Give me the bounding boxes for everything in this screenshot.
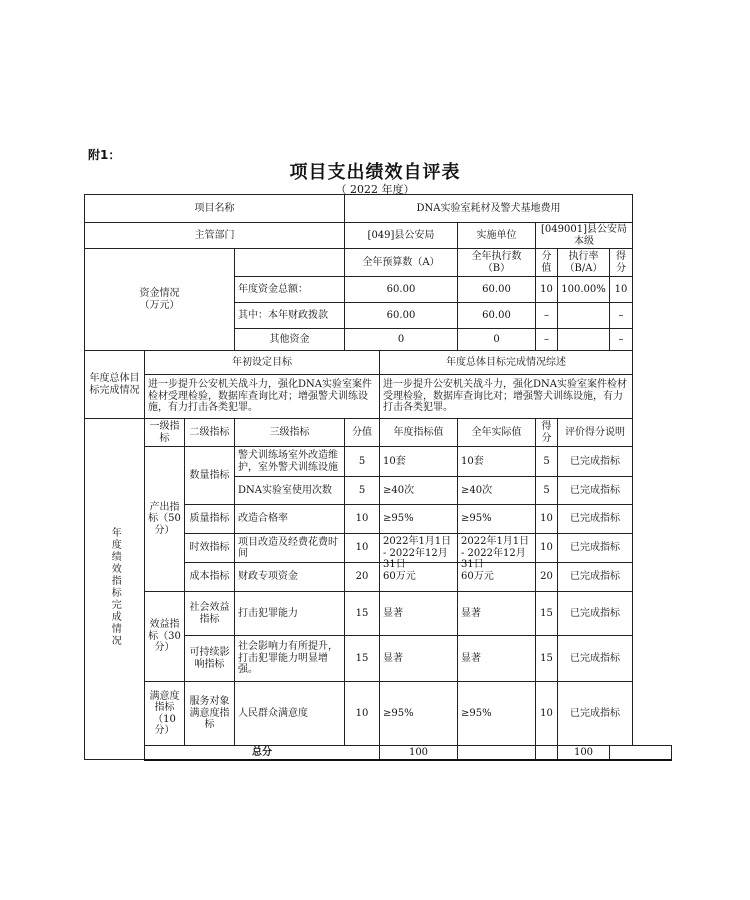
- fund-row-score: 10: [536, 277, 558, 303]
- project-name-value: DNA实验室耗材及警犬基地费用: [345, 195, 633, 223]
- fund-row-exec: 60.00: [458, 277, 536, 303]
- indicator-get: 5: [536, 477, 558, 505]
- indicator-comment: 已完成指标: [558, 534, 633, 563]
- h-get: 得分: [536, 419, 558, 447]
- fund-row-exec: 60.00: [458, 303, 536, 329]
- col-rate: 执行率（B/A）: [558, 249, 610, 277]
- indicator-actual-text: 2022年1月1日 - 2022年12月31日: [461, 536, 530, 570]
- page-title: 项目支出绩效自评表: [289, 162, 461, 183]
- indicator-get: 20: [536, 563, 558, 592]
- indicator-name: 项目改造及经费花费时间: [235, 534, 345, 563]
- fund-row-budget: 0: [345, 329, 458, 351]
- fund-row-name: 其中：本年财政拨款: [235, 303, 345, 329]
- indicator-get: 10: [536, 682, 558, 746]
- funds-label: 资金情况 （万元）: [85, 249, 235, 351]
- total-get: 100: [558, 746, 610, 760]
- total-empty-actual: [536, 746, 558, 760]
- fund-row-budget: 60.00: [345, 303, 458, 329]
- indicator-actual: 60万元: [458, 563, 536, 592]
- goals-summary-text: 进一步提升公安机关战斗力，强化DNA实验室案件检材受理检验，数据库查询比对；增强警犬训练设施，有力打击各类犯罪。: [380, 375, 633, 419]
- indicators-section-text: 年度绩效指标完成情况: [109, 527, 121, 648]
- service-label: 服务对象满意度指标: [185, 682, 235, 746]
- social-label: 社会效益指标: [185, 592, 235, 636]
- indicator-target: 60万元: [380, 563, 458, 592]
- indicator-comment: 已完成指标: [558, 682, 633, 746]
- impl-value: [049001]县公安局本级: [536, 223, 633, 249]
- indicator-actual: ≥95%: [458, 682, 536, 746]
- indicator-name: 打击犯罪能力: [235, 592, 345, 636]
- h-level3: 三级指标: [235, 419, 345, 447]
- attachment-label: 附1：: [88, 148, 121, 162]
- indicator-target: 显著: [380, 636, 458, 682]
- indicator-target: ≥95%: [380, 682, 458, 746]
- indicators-section-label: [85, 419, 145, 760]
- indicator-score: 15: [345, 592, 380, 636]
- fund-row-rate: [558, 329, 610, 351]
- fund-row-get: –: [610, 329, 633, 351]
- indicator-target: ≥40次: [380, 477, 458, 505]
- indicator-actual: ≥95%: [458, 505, 536, 534]
- indicator-actual: ≥40次: [458, 477, 536, 505]
- time-label: 时效指标: [185, 534, 235, 563]
- quantity-label: 数量指标: [185, 447, 235, 505]
- h-target: 年度指标值: [380, 419, 458, 447]
- indicator-comment: 已完成指标: [558, 505, 633, 534]
- indicator-score: 10: [345, 505, 380, 534]
- indicator-actual: 10套: [458, 447, 536, 477]
- h-level2: 二级指标: [185, 419, 235, 447]
- output-label: 产出指标（50分）: [145, 447, 185, 592]
- indicator-get: 15: [536, 636, 558, 682]
- indicator-get: 15: [536, 592, 558, 636]
- indicator-actual: 显著: [458, 592, 536, 636]
- fund-row-name: 年度资金总额：: [235, 277, 345, 303]
- fund-row-get: –: [610, 303, 633, 329]
- fund-row-score: –: [536, 329, 558, 351]
- indicator-target: [380, 534, 458, 570]
- cost-label: 成本指标: [185, 563, 235, 592]
- h-score: 分值: [345, 419, 380, 447]
- h-comment: 评价得分说明: [558, 419, 633, 447]
- indicator-name: 社会影响力有所提升，打击犯罪能力明显增强。: [235, 636, 345, 682]
- indicator-get: 10: [536, 534, 558, 563]
- project-name-label: 项目名称: [85, 195, 345, 223]
- goals-initial-text: 进一步提升公安机关战斗力，强化DNA实验室案件检材受理检验，数据库查询比对；增强警犬训练设施，有力打击各类犯罪。: [145, 375, 380, 419]
- sustain-label: 可持续影响指标: [185, 636, 235, 682]
- indicator-name: 警犬训练场室外改造维护，室外警犬训练设施: [235, 447, 345, 477]
- effect-label: 效益指标（30分）: [145, 592, 185, 682]
- fund-row-get: 10: [610, 277, 633, 303]
- indicator-name: DNA实验室使用次数: [235, 477, 345, 505]
- goals-initial-header: 年初设定目标: [145, 351, 380, 375]
- fund-row-rate: 100.00%: [558, 277, 610, 303]
- indicator-name: 财政专项资金: [235, 563, 345, 592]
- impl-label: 实施单位: [458, 223, 536, 249]
- indicator-score: 10: [345, 682, 380, 746]
- evaluation-table: [84, 194, 672, 761]
- indicator-comment: 已完成指标: [558, 563, 633, 592]
- dept-label: 主管部门: [85, 223, 345, 249]
- col-budget: 全年预算数（A）: [345, 249, 458, 277]
- dept-value: [049]县公安局: [345, 223, 458, 249]
- indicator-score: 20: [345, 563, 380, 592]
- quality-label: 质量指标: [185, 505, 235, 534]
- indicator-score: 10: [345, 534, 380, 563]
- total-score: 100: [380, 746, 458, 760]
- goals-summary-header: 年度总体目标完成情况综述: [380, 351, 633, 375]
- indicator-score: 5: [345, 477, 380, 505]
- col-exec: 全年执行数（B）: [458, 249, 536, 277]
- total-label: 总分: [145, 746, 380, 760]
- indicator-comment: 已完成指标: [558, 447, 633, 477]
- indicator-name: 改造合格率: [235, 505, 345, 534]
- satisfaction-label: 满意度指标（10分）: [145, 682, 185, 746]
- indicator-get: 5: [536, 447, 558, 477]
- indicator-name: 人民群众满意度: [235, 682, 345, 746]
- indicator-comment: 已完成指标: [558, 636, 633, 682]
- year-label: （ 2022 年度）: [335, 183, 415, 196]
- fund-row-score: –: [536, 303, 558, 329]
- goals-label: 年度总体目标完成情况: [85, 351, 145, 419]
- fund-row-rate: [558, 303, 610, 329]
- fund-row-name: 其他资金: [235, 329, 345, 351]
- indicator-actual: 显著: [458, 636, 536, 682]
- indicator-score: 5: [345, 447, 380, 477]
- col-get: 得分: [610, 249, 633, 277]
- indicator-target-text: 2022年1月1日 - 2022年12月31日: [383, 536, 452, 570]
- indicator-target: 10套: [380, 447, 458, 477]
- indicator-get: 10: [536, 505, 558, 534]
- total-empty-target: [458, 746, 536, 760]
- h-level1: 一级指标: [145, 419, 185, 447]
- total-empty-comment: [610, 746, 672, 760]
- indicator-target: ≥95%: [380, 505, 458, 534]
- indicator-comment: 已完成指标: [558, 477, 633, 505]
- h-actual: 全年实际值: [458, 419, 536, 447]
- indicator-target: 显著: [380, 592, 458, 636]
- indicator-actual: [458, 534, 536, 570]
- col-score: 分值: [536, 249, 558, 277]
- fund-row-budget: 60.00: [345, 277, 458, 303]
- indicator-score: 15: [345, 636, 380, 682]
- indicator-comment: 已完成指标: [558, 592, 633, 636]
- fund-row-exec: 0: [458, 329, 536, 351]
